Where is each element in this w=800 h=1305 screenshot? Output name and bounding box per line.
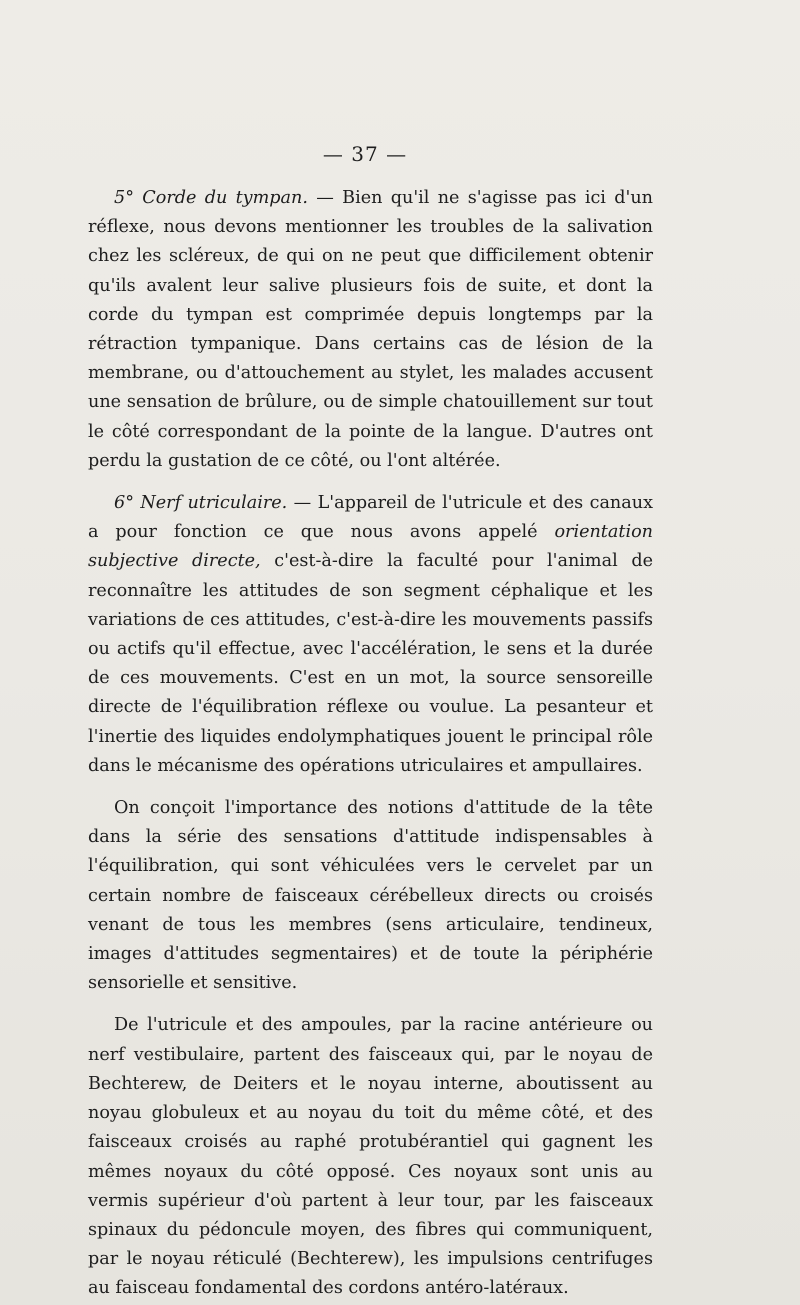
paragraph-text: c'est-à-dire la faculté pour l'animal de reconnaître les attitudes de son segment céphalique et les variations de ces attitudes, c'est-à-dire les mouvements passifs ou actifs qu'il effectue, avec l'accélération, le sens et la durée de ces mouvements. C'est en un mot, la source sensoreille directe de l'équilibration réflexe ou voulue. La pesanteur et l'inertie des liquides endolymphatiques jouent le principal rôle dans le mécanisme des opérations utriculaires et ampullaires. [88, 551, 654, 776]
emphasized-term: orientation subjective directe, [88, 522, 653, 572]
paragraph-nerf-utriculaire [88, 489, 653, 781]
paragraph-corde-du-tympan [88, 184, 653, 476]
section-heading-corde-du-tympan: 5° Corde du tympan. [114, 188, 308, 208]
page-number: — 37 — [322, 142, 408, 166]
paragraph-text: — Bien qu'il ne s'agisse pas ici d'un réflexe, nous devons mentionner les troubles de la salivation chez les scléreux, de qui on ne peut que difficilement obtenir qu'ils avalent leur salive plusieurs fois de suite, et dont la corde du tympan est comprimée depuis longtemps par la rétraction tympanique. Dans certains cas de lésion de la membrane, ou d'attouchement au stylet, les malades accusent une sensation de brûlure, ou de simple chatouillement sur tout le côté correspondant de la pointe de la langue. D'autres ont perdu la gustation de ce côté, ou l'ont altérée. [88, 188, 653, 471]
section-heading-nerf-utriculaire: 6° Nerf utriculaire. [114, 493, 288, 514]
paragraph-attitude: On conçoit l'importance des notions d'attitude de la tête dans la série des sensations d'attitude indispensables à l'équilibration, qui sont véhiculées vers le cervelet par un certain nombre de faisceaux cérébelleux directs ou croisés venant de tous les membres (sens articulaire, tendineux, images d'attitudes segmentaires) et de toute la périphérie sensorielle et sensitive. [88, 798, 653, 994]
paragraph-utricule: De l'utricule et des ampoules, par la racine antérieure ou nerf vestibulaire, partent des faisceaux qui, par le noyau de Bechterew, de Deiters et le noyau interne, aboutissent au noyau globuleux et au noyau du toit du même côté, et des faisceaux croisés au raphé protubérantiel qui gagnent les mêmes noyaux du côté opposé. Ces noyaux sont unis au vermis supérieur d'où partent à leur tour, par les faisceaux spinaux du pédoncule moyen, des fibres qui communiquent, par le noyau réticulé (Bechterew), les impulsions centrifuges au faisceau fondamental des cordons antéro-latéraux. [88, 1015, 653, 1299]
page-body [88, 184, 653, 1304]
paragraph-text: — L'appareil de l'utricule et des canaux a pour fonction ce que nous avons appelé [88, 493, 654, 543]
